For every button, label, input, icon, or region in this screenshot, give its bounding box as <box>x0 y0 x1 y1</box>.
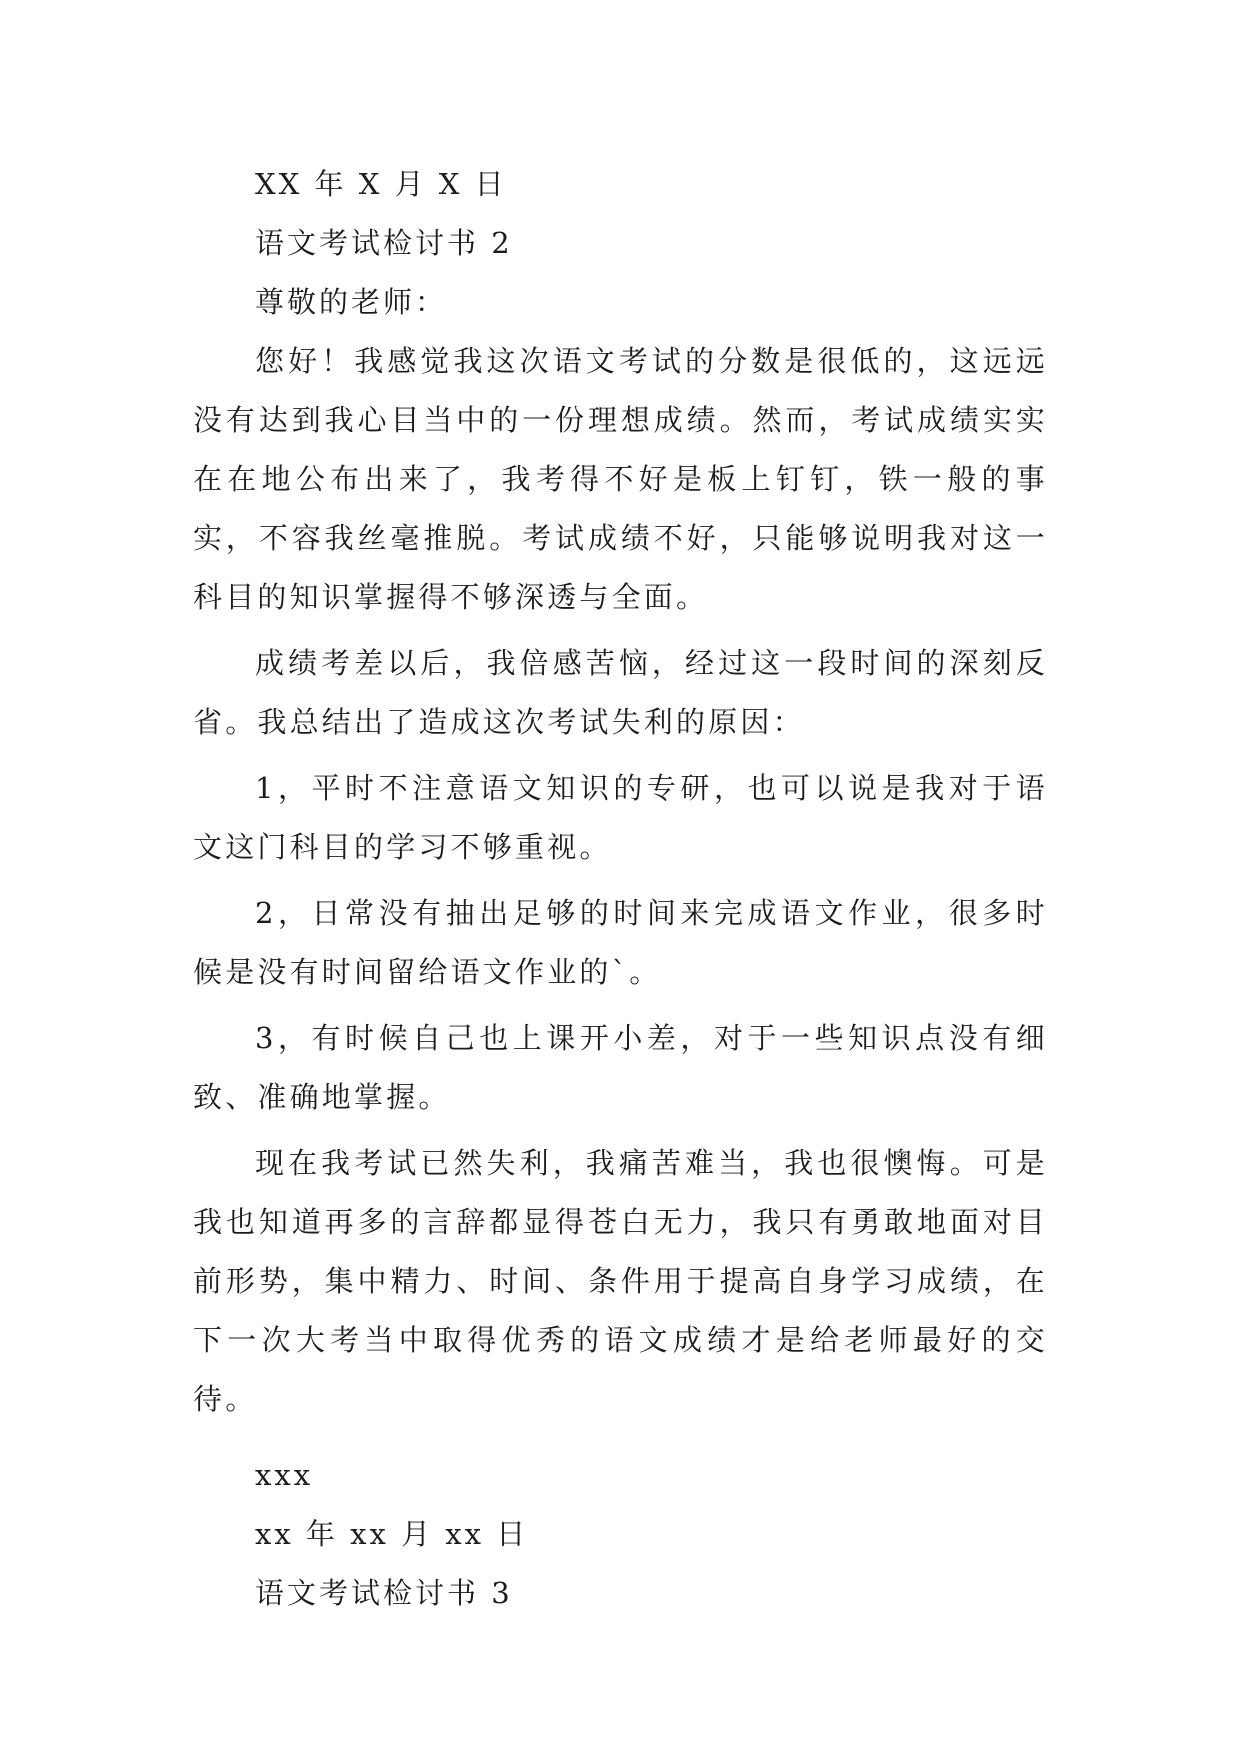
paragraph-conclusion: 现在我考试已然失利，我痛苦难当，我也很懊悔。可是我也知道再多的言辞都显得苍白无力，我只有勇敢地面对目前形势，集中精力、时间、条件用于提高自身学习成绩，在下一次大考当中取得优秀的语文成绩才是给老师最好的交待。 <box>193 1146 1048 1416</box>
section-heading-3: 语文考试检讨书 3 <box>255 1576 513 1610</box>
salutation: 尊敬的老师： <box>255 285 448 319</box>
section-heading-2: 语文考试检讨书 2 <box>255 226 513 260</box>
list-item-2: 2，日常没有抽出足够的时间来完成语文作业，很多时候是没有时间留给语文作业的`。 <box>193 896 1048 989</box>
paragraph-reflection: 成绩考差以后，我倍感苦恼，经过这一段时间的深刻反省。我总结出了造成这次考试失利的原因： <box>193 646 1048 739</box>
list-item-3: 3，有时候自己也上课开小差，对于一些知识点没有细致、准确地掌握。 <box>193 1021 1048 1114</box>
list-item-1: 1，平时不注意语文知识的专研，也可以说是我对于语文这门科目的学习不够重视。 <box>193 771 1048 864</box>
date-line: XX 年 X 月 X 日 <box>255 167 507 201</box>
signature: xxx <box>255 1458 314 1492</box>
date-line-2: xx 年 xx 月 xx 日 <box>255 1517 529 1551</box>
paragraph-intro: 您好！我感觉我这次语文考试的分数是很低的，这远远没有达到我心目当中的一份理想成绩。然而，考试成绩实实在在地公布出来了，我考得不好是板上钉钉，铁一般的事实，不容我丝毫推脱。考试成绩不好，只能够说明我对这一科目的知识掌握得不够深透与全面。 <box>193 344 1048 614</box>
